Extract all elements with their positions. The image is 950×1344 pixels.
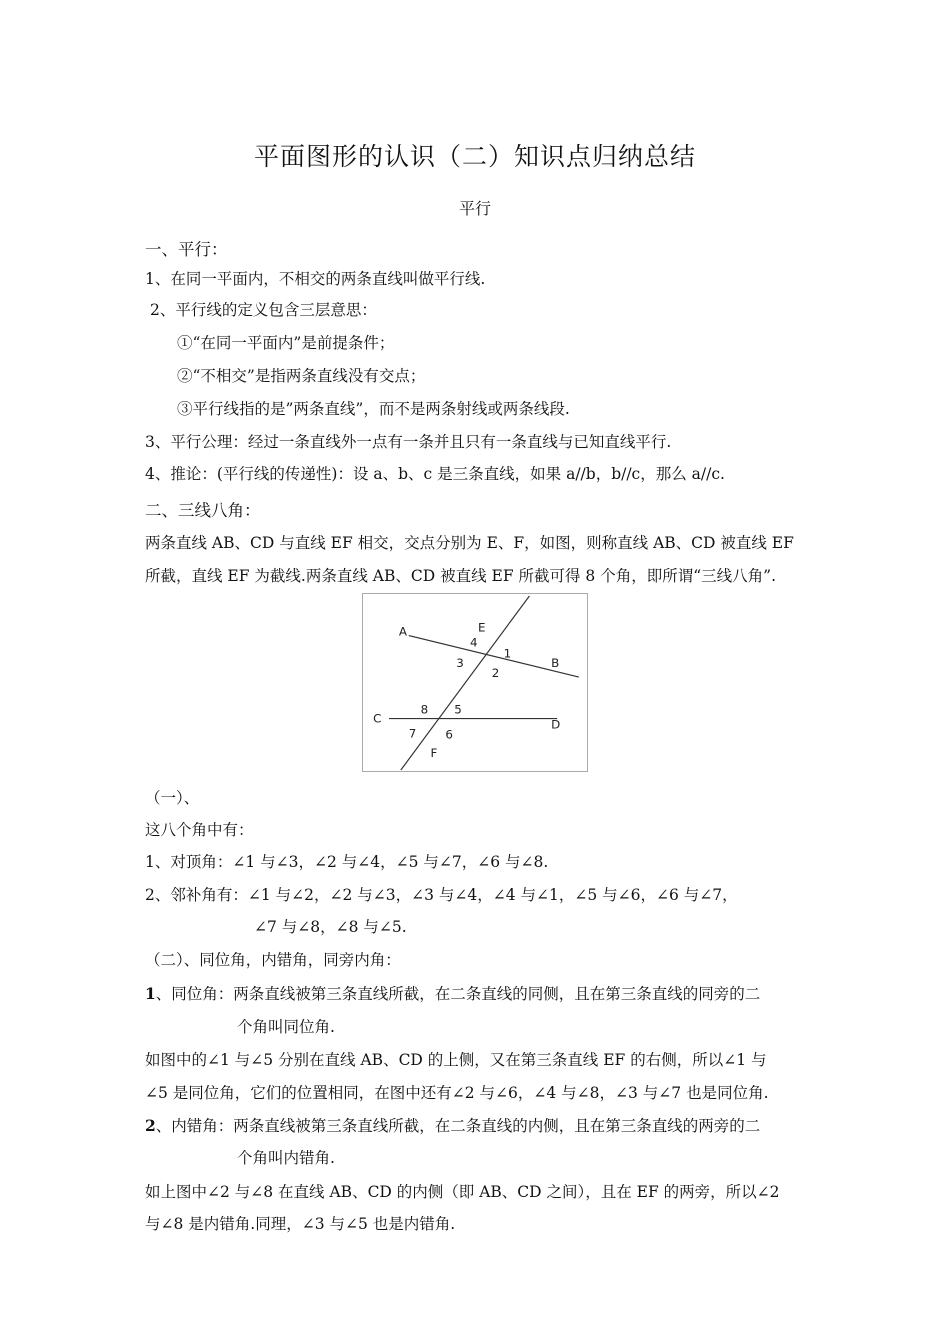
part1-heading: （一）、 — [145, 789, 200, 807]
label-d: D — [551, 717, 561, 732]
label-c: C — [373, 711, 382, 726]
adjacent-angles-line1: 2、邻补角有：∠1 与∠2，∠2 与∠3，∠3 与∠4，∠4 与∠1，∠5 与∠6，∠6 与∠7， — [145, 886, 738, 904]
document-title: 平面图形的认识（二）知识点归纳总结 — [253, 142, 696, 171]
label-angle-7: 7 — [408, 726, 417, 741]
label-angle-4: 4 — [470, 635, 478, 650]
paragraph-definition: 1、在同一平面内，不相交的两条直线叫做平行线. — [145, 270, 486, 288]
label-e: E — [477, 620, 486, 635]
paragraph-intro-line2: 所截，直线 EF 为截线.两条直线 AB、CD 被直线 EF 所截可得 8 个角，即所谓“三线八角”. — [145, 567, 776, 585]
section-subtitle: 平行 — [458, 199, 491, 218]
label-a: A — [398, 624, 407, 639]
alternate-example-line1: 如上图中∠2 与∠8 在直线 AB、CD 的内侧（即 AB、CD 之间），且在 EF 的两旁，所以∠2 — [145, 1183, 780, 1201]
three-lines-eight-angles-figure — [362, 593, 588, 772]
part1-lead: 这八个角中有： — [145, 821, 254, 839]
meaning-item-1: ①“在同一平面内”是前提条件； — [177, 334, 395, 352]
alternate-number: 2 — [145, 1116, 156, 1135]
label-f: F — [430, 746, 438, 761]
label-angle-3: 3 — [456, 656, 464, 671]
paragraph-corollary: 4、推论：(平行线的传递性)：设 a、b、c 是三条直线，如果 a//b，b//c，那么 a//c. — [145, 465, 725, 483]
label-angle-8: 8 — [420, 702, 429, 717]
paragraph-meaning: 2、平行线的定义包含三层意思： — [150, 301, 377, 319]
heading-three-lines: 二、三线八角： — [145, 501, 261, 520]
corresponding-number: 1 — [145, 984, 156, 1003]
alternate-def-line2: 个角叫内错角. — [237, 1149, 335, 1167]
corresponding-example-line2: ∠5 是同位角，它们的位置相同，在图中还有∠2 与∠6，∠4 与∠8，∠3 与∠7 也是同位角. — [145, 1084, 769, 1102]
adjacent-angles-line2: ∠7 与∠8，∠8 与∠5. — [254, 918, 407, 936]
corresponding-def-line1 — [145, 982, 760, 1004]
label-angle-5: 5 — [454, 702, 462, 717]
line-ef — [398, 596, 530, 770]
meaning-item-2: ②“不相交”是指两条直线没有交点； — [177, 367, 426, 385]
heading-parallel: 一、平行： — [145, 240, 228, 259]
paragraph-intro-line1: 两条直线 AB、CD 与直线 EF 相交，交点分别为 E、F，如图，则称直线 AB、CD 被直线 EF — [145, 534, 794, 552]
label-angle-1: 1 — [503, 646, 512, 661]
label-angle-2: 2 — [491, 666, 500, 681]
label-b: B — [551, 656, 560, 671]
meaning-item-3: ③平行线指的是”两条直线”，而不是两条射线或两条线段. — [177, 400, 570, 418]
part2-heading: （二）、同位角，内错角，同旁内角： — [145, 951, 401, 969]
vertical-angles: 1、对顶角：∠1 与∠3，∠2 与∠4，∠5 与∠7，∠6 与∠8. — [145, 853, 549, 871]
alternate-def-text: 、内错角：两条直线被第三条直线所截，在二条直线的内侧，且在第三条直线的两旁的二 — [155, 1117, 761, 1135]
corresponding-def-text: 、同位角：两条直线被第三条直线所截，在二条直线的同侧，且在第三条直线的同旁的二 — [155, 985, 761, 1003]
corresponding-example-line1: 如图中的∠1 与∠5 分别在直线 AB、CD 的上侧，又在第三条直线 EF 的右侧，所以∠1 与 — [145, 1051, 767, 1069]
alternate-def-line1 — [145, 1114, 760, 1136]
alternate-example-line2: 与∠8 是内错角.同理，∠3 与∠5 也是内错角. — [145, 1215, 456, 1233]
label-angle-6: 6 — [445, 727, 453, 742]
corresponding-def-line2: 个角叫同位角. — [237, 1018, 335, 1036]
paragraph-axiom: 3、平行公理：经过一条直线外一点有一条并且只有一条直线与已知直线平行. — [145, 433, 672, 451]
